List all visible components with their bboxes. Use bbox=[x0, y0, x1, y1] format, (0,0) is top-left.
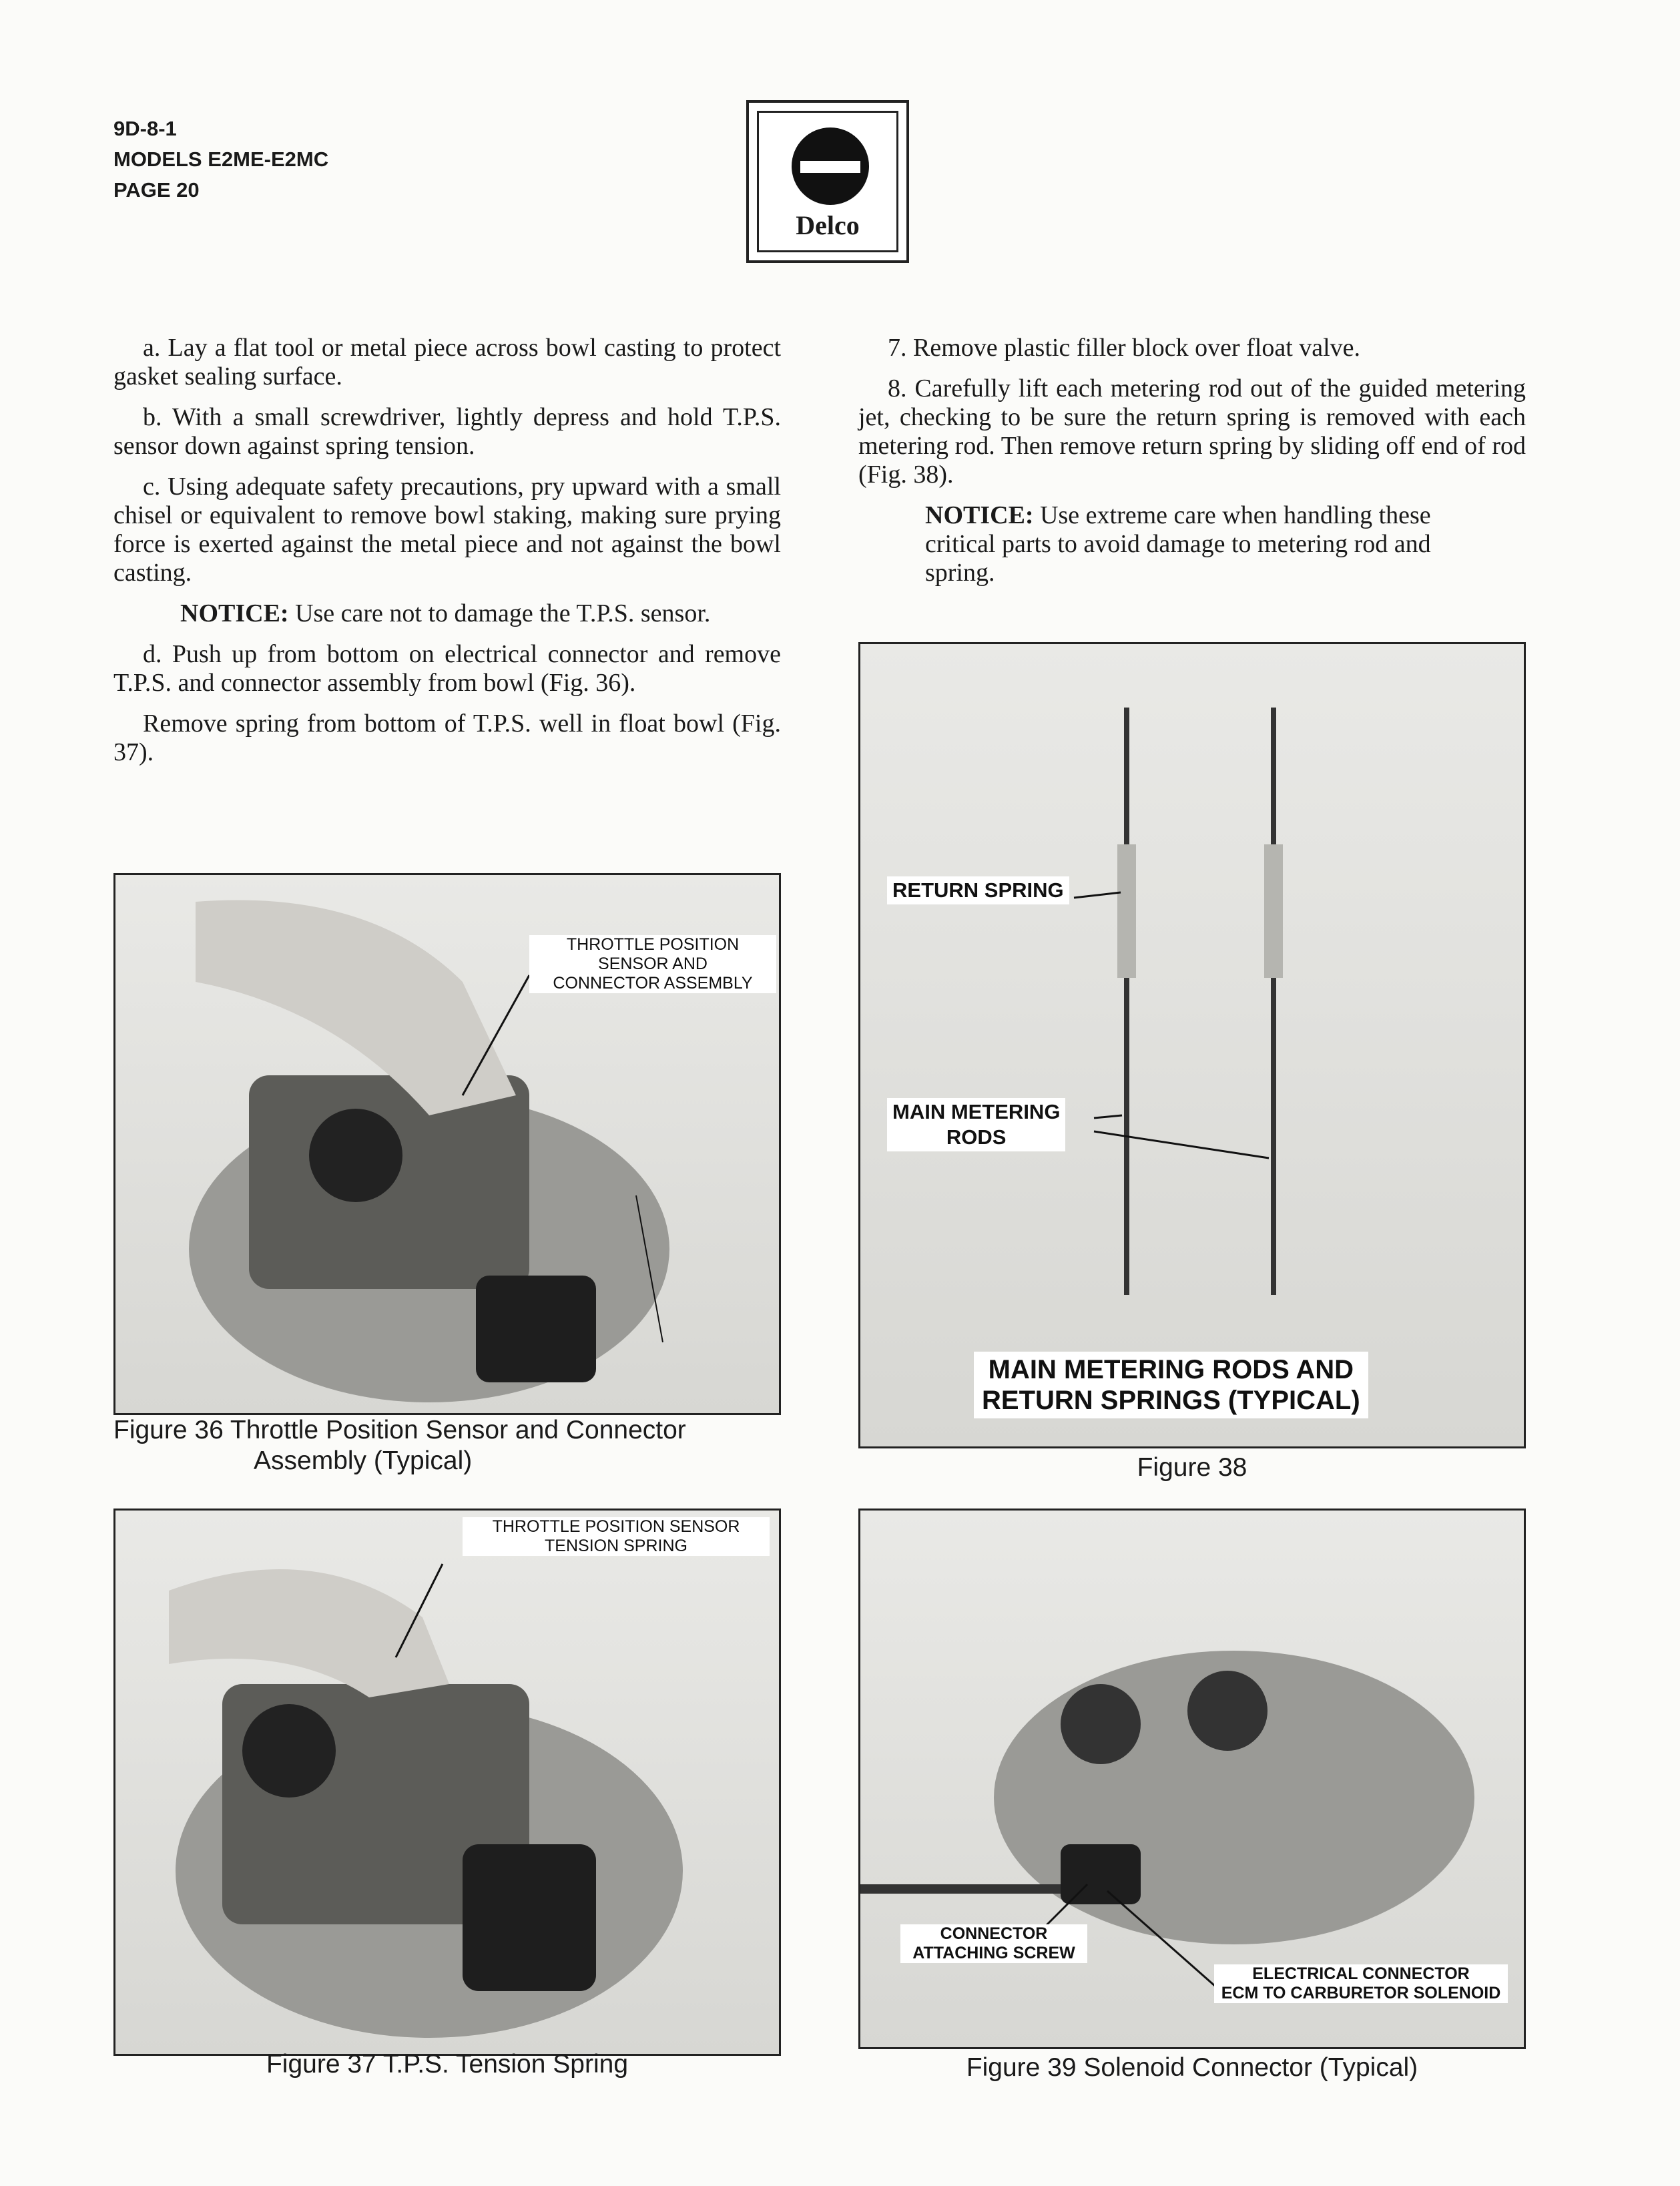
figure-36-caption-line2: Assembly (Typical) bbox=[254, 1446, 473, 1475]
return-spring-label: RETURN SPRING bbox=[887, 876, 1069, 904]
notice-label: NOTICE: bbox=[925, 501, 1034, 529]
figure-38-title: MAIN METERING RODS AND RETURN SPRINGS (TYPICAL) bbox=[974, 1352, 1368, 1418]
step-8: 8. Carefully lift each metering rod out of the guided metering jet, checking to be sure the return spring is removed with each metering rod. Then remove return spring by sliding off end of rod (Fig. 38). bbox=[858, 374, 1526, 489]
notice-metering bbox=[925, 501, 1499, 587]
step-b: b. With a small screwdriver, lightly depress and hold T.P.S. sensor down against spring tension. bbox=[113, 403, 781, 460]
right-text-column bbox=[858, 334, 1526, 599]
figure-36-caption-line1: Figure 36 Throttle Position Sensor and Connector bbox=[113, 1416, 686, 1444]
tps-connector-label: THROTTLE POSITION SENSOR AND CONNECTOR ASSEMBLY bbox=[529, 935, 776, 993]
logo-wordmark: Delco bbox=[796, 210, 860, 240]
delco-logo bbox=[746, 100, 909, 263]
connector-screw-label: CONNECTOR ATTACHING SCREW bbox=[900, 1924, 1087, 1963]
figure-37-caption: Figure 37 T.P.S. Tension Spring bbox=[266, 2050, 629, 2079]
notice-text: Use care not to damage the T.P.S. sensor. bbox=[288, 599, 711, 627]
figure-36-caption bbox=[113, 1415, 808, 1476]
notice-text: Use extreme care when handling these critical parts to avoid damage to metering rod and spring. bbox=[925, 501, 1431, 587]
carburetor-spring-illustration bbox=[115, 1511, 781, 2056]
step-a: a. Lay a flat tool or metal piece across bowl casting to protect gasket sealing surface. bbox=[113, 334, 781, 390]
page-number: PAGE 20 bbox=[113, 178, 200, 202]
remove-spring-step: Remove spring from bottom of T.P.S. well in float bowl (Fig. 37). bbox=[113, 710, 781, 766]
notice-label: NOTICE: bbox=[180, 599, 289, 627]
metering-rods-illustration bbox=[860, 644, 1526, 1448]
page-header bbox=[113, 113, 328, 206]
step-d: d. Push up from bottom on electrical connector and remove T.P.S. and connector assembly from bowl (Fig. 36). bbox=[113, 640, 781, 697]
step-c: c. Using adequate safety precautions, pry upward with a small chisel or equivalent to remove bowl staking, making sure prying force is exerted against the metal piece and not against the bowl casting. bbox=[113, 473, 781, 587]
figure-38-caption: Figure 38 bbox=[1137, 1453, 1247, 1482]
main-metering-rods-label: MAIN METERING RODS bbox=[887, 1098, 1065, 1151]
left-text-column bbox=[113, 334, 781, 779]
figure-39-caption: Figure 39 Solenoid Connector (Typical) bbox=[966, 2053, 1418, 2082]
figure-36-photo bbox=[113, 873, 781, 1415]
electrical-connector-label: ELECTRICAL CONNECTOR ECM TO CARBURETOR SOLENOID bbox=[1214, 1964, 1508, 2003]
step-7: 7. Remove plastic filler block over float valve. bbox=[888, 334, 1361, 362]
models-line: MODELS E2ME-E2MC bbox=[113, 148, 329, 171]
tension-spring-label: THROTTLE POSITION SENSOR TENSION SPRING bbox=[463, 1517, 770, 1556]
figure-38-photo bbox=[858, 642, 1526, 1448]
doc-code: 9D-8-1 bbox=[113, 117, 177, 140]
notice-tps bbox=[180, 599, 754, 628]
figure-39-photo bbox=[858, 1509, 1526, 2049]
figure-37-photo bbox=[113, 1509, 781, 2056]
